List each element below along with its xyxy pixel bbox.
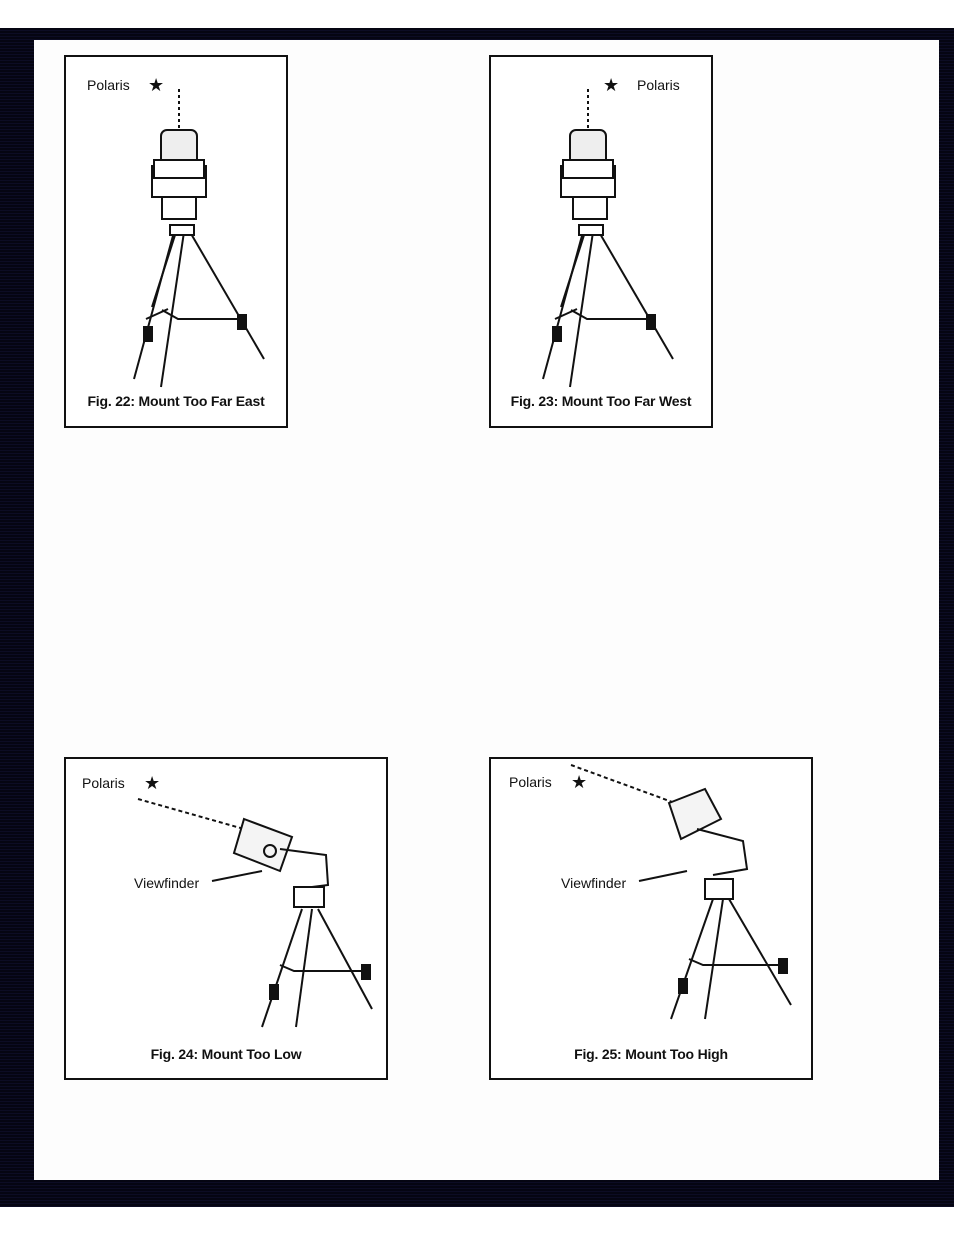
telescope-front-view-illustration: [66, 57, 286, 426]
polaris-label: Polaris: [509, 774, 552, 790]
figure-caption: Fig. 24: Mount Too Low: [150, 1046, 302, 1062]
viewfinder-label: Viewfinder: [134, 875, 200, 891]
polaris-star-icon: ★: [148, 75, 165, 95]
figure-caption: Fig. 23: Mount Too Far West: [510, 393, 692, 409]
telescope-side-view-illustration: [66, 759, 386, 1078]
figure-mount-too-low: [64, 757, 388, 1080]
polaris-label: Polaris: [87, 77, 130, 93]
viewfinder-label: Viewfinder: [561, 875, 627, 891]
polaris-label: Polaris: [82, 775, 125, 791]
figure-caption: Fig. 22: Mount Too Far East: [87, 393, 265, 409]
polaris-label: Polaris: [637, 77, 680, 93]
telescope-side-view-illustration: [491, 759, 811, 1078]
manual-page: [34, 40, 939, 1180]
polaris-star-icon: ★: [571, 772, 588, 792]
figure-mount-too-far-east: [64, 55, 288, 428]
polaris-star-icon: ★: [603, 75, 620, 95]
figure-caption: Fig. 25: Mount Too High: [574, 1046, 728, 1062]
telescope-front-view-illustration: [491, 57, 711, 426]
figure-mount-too-high: [489, 757, 813, 1080]
figure-mount-too-far-west: [489, 55, 713, 428]
polaris-star-icon: ★: [144, 773, 161, 793]
